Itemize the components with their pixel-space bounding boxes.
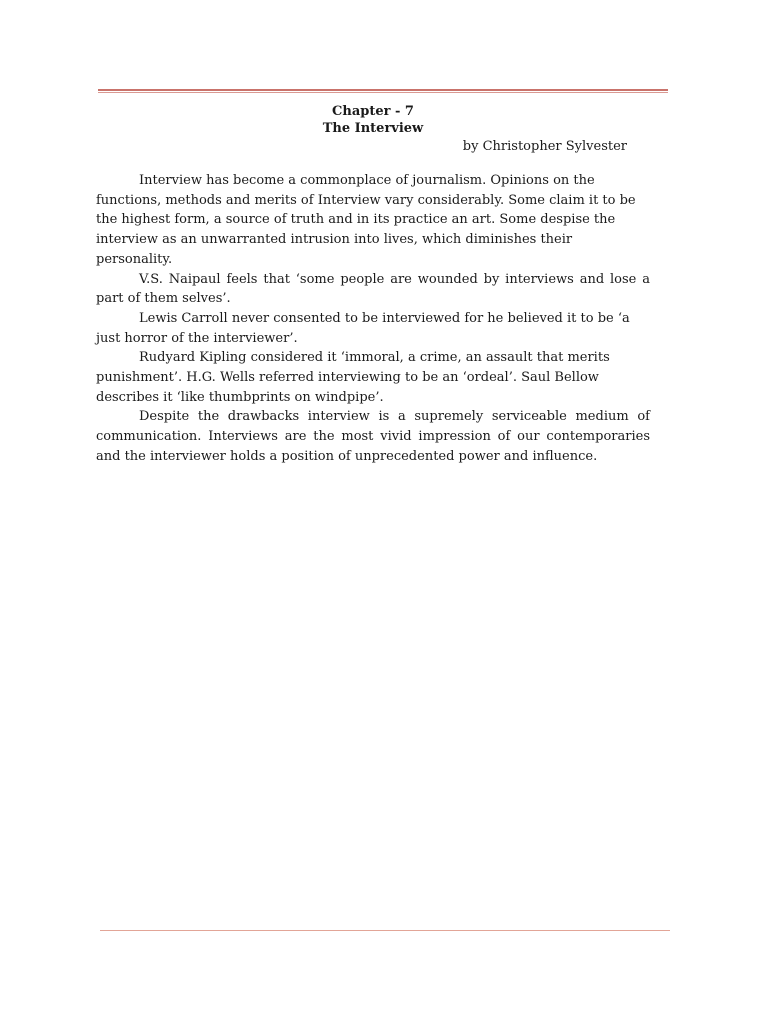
paragraph-carroll: Lewis Carroll never consented to be interviewed for he believed it to be ‘a just horror of the interviewer’.	[96, 310, 630, 346]
header-rule	[98, 89, 668, 94]
paragraph-kipling: Rudyard Kipling considered it ‘immoral, a crime, an assault that merits punishment’. H.G. Wells referred interviewing to be an ‘ordeal’. Saul Bellow describes it ‘like thumbprints on windpipe’.	[96, 350, 610, 405]
chapter-header	[96, 103, 650, 137]
body-text	[96, 171, 650, 467]
paragraph-despite: Despite the drawbacks interview is a supremely serviceable medium of communication. Interviews are the most vivid impression of our contemporaries and the interviewer holds a position of unprecedented power and influence.	[96, 409, 650, 464]
paragraph-intro: Interview has become a commonplace of journalism. Opinions on the functions, methods and merits of Interview vary considerably. Some claim it to be the highest form, a source of truth and in its practice an art. Some despise the interview as an unwarranted intrusion into lives, which diminishes their personality.	[96, 173, 636, 267]
chapter-title: The Interview	[322, 121, 424, 136]
header-rule-line-thin	[98, 92, 668, 93]
author-byline: by Christopher Sylvester	[462, 139, 627, 154]
header-rule-line-thick	[98, 89, 668, 91]
footer-rule	[100, 930, 670, 931]
chapter-number: Chapter - 7	[332, 104, 414, 119]
paragraph-naipaul: V.S. Naipaul feels that ‘some people are wounded by interviews and lose a part of them selves’.	[96, 271, 650, 307]
